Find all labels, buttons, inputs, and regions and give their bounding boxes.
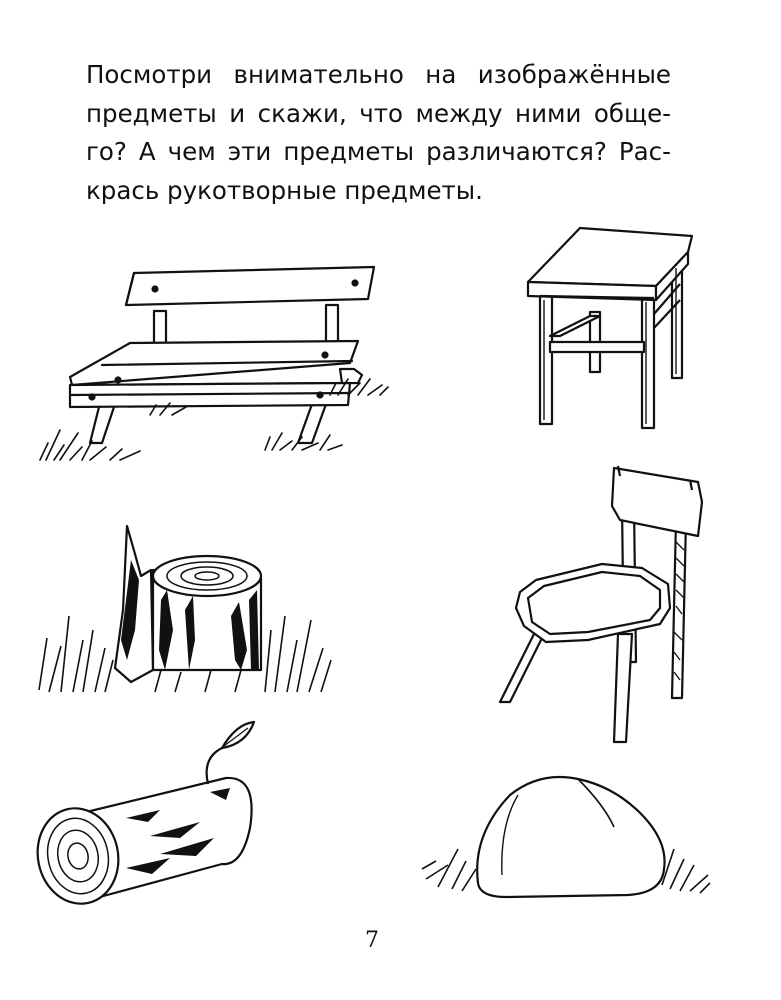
table-icon[interactable] [520,224,700,434]
stone-icon[interactable] [418,765,713,905]
log-icon[interactable] [30,718,260,903]
chair-icon[interactable] [490,462,715,742]
page-number: 7 [365,928,379,953]
instructions-line: го? А чем эти предметы различаются? Рас- [86,137,671,166]
stump-icon[interactable] [35,520,335,700]
instructions-line: крась рукотворные предметы. [86,175,483,205]
bench-icon[interactable] [30,255,400,470]
instructions-text [86,56,671,210]
instructions-line: Посмотри внимательно на изображённые [86,60,671,89]
instructions-line: предметы и скажи, что между ними обще- [86,98,671,128]
